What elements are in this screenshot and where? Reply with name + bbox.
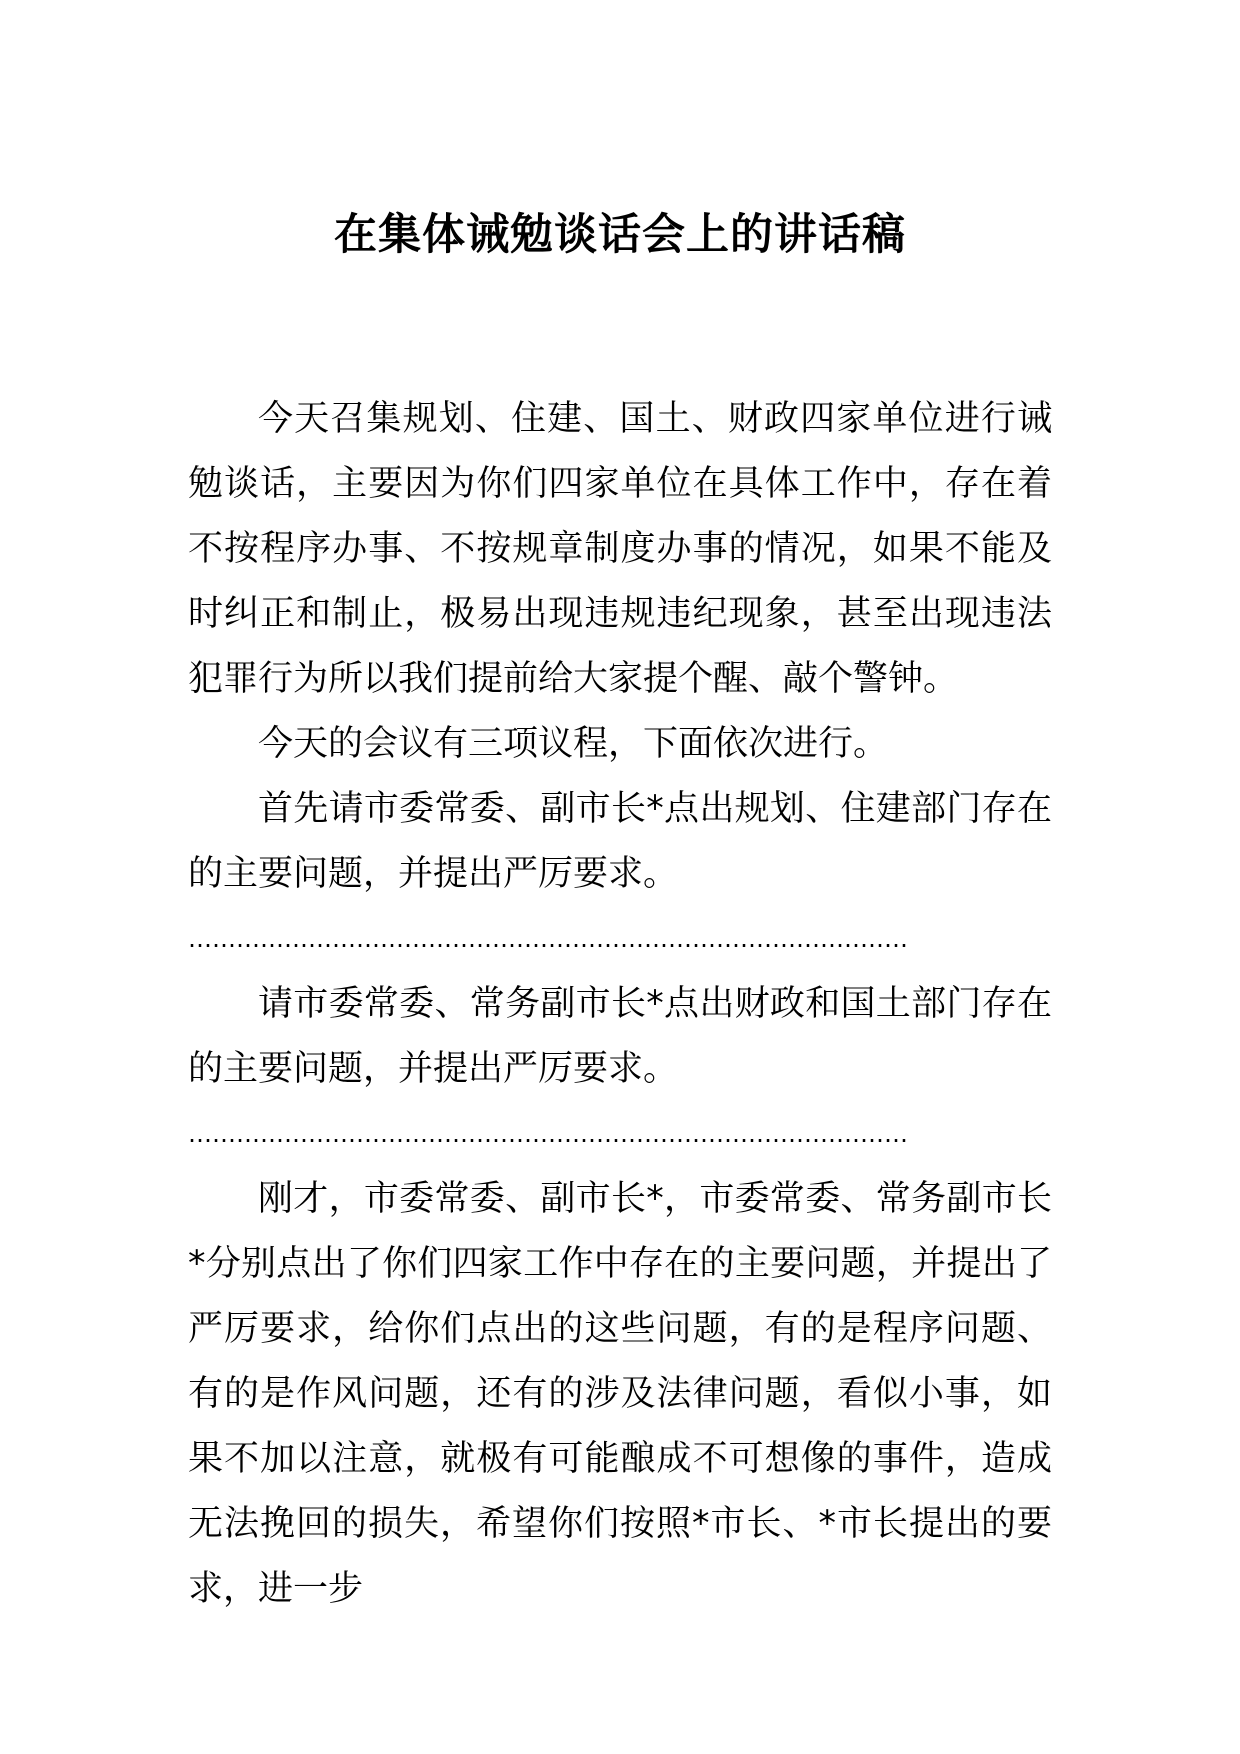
paragraph-summary: 刚才，市委常委、副市长*，市委常委、常务副市长*分别点出了你们四家工作中存在的主要问题，并提出了严厉要求，给你们点出的这些问题，有的是程序问题、有的是作风问题，还有的涉及法律问题，看似小事，如果不加以注意，就极有可能酿成不可想像的事件，造成无法挽回的损失，希望你们按照*市长、*市长提出的要求，进一步 — [188, 1179, 1052, 1609]
paragraph-second-speaker: 请市委常委、常务副市长*点出财政和国土部门存在的主要问题，并提出严厉要求。 — [188, 984, 1052, 1089]
paragraph-first-speaker: 首先请市委常委、副市长*点出规划、住建部门存在的主要问题，并提出严厉要求。 — [188, 789, 1052, 894]
document-body — [188, 387, 1052, 1622]
ellipsis-separator: ……………………………………………………………………………… — [188, 1120, 908, 1148]
paragraph-agenda: 今天的会议有三项议程，下面依次进行。 — [258, 724, 889, 764]
document-title: 在集体诫勉谈话会上的讲话稿 — [334, 210, 906, 260]
paragraph-intro: 今天召集规划、住建、国土、财政四家单位进行诫勉谈话，主要因为你们四家单位在具体工作中，存在着不按程序办事、不按规章制度办事的情况，如果不能及时纠正和制止，极易出现违规违纪现象，甚至出现违法犯罪行为所以我们提前给大家提个醒、敲个警钟。 — [188, 399, 1052, 699]
ellipsis-separator: ……………………………………………………………………………… — [188, 925, 908, 953]
